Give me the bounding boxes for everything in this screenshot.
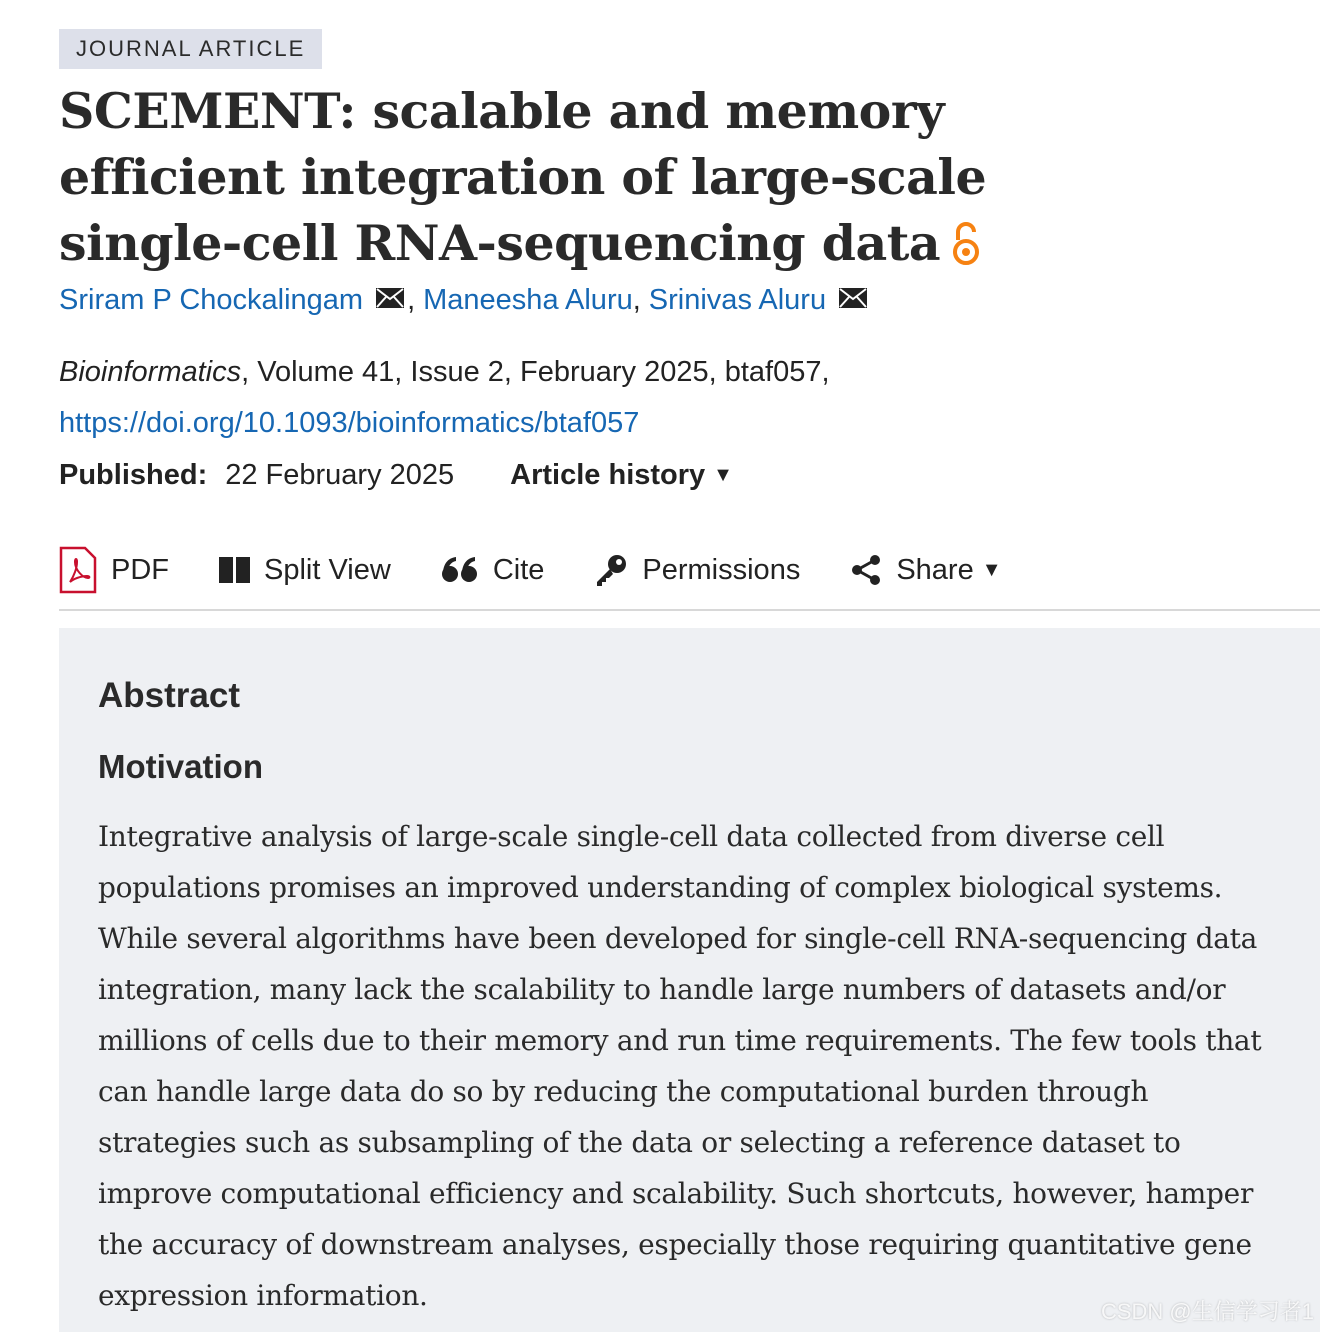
article-title-text: SCEMENT: scalable and memory efficient integration of large-scale single-cell RNA-sequencing data (59, 82, 987, 272)
pdf-icon (59, 546, 97, 594)
abstract-paragraph: Integrative analysis of large-scale single-cell data collected from diverse cell populations promises an improved understanding of complex biological systems. While several algorithms have been developed for single-cell RNA-sequencing data integration, many lack the scalability to handle large numbers of datasets and/or millions of cells due to their memory and run time requirements. The few tools that can handle large data do so by reducing the computational burden through strategies such as subsampling of the data or selecting a reference dataset to improve computational efficiency and scalability. Such shortcuts, however, hamper the accuracy of downstream analyses, especially those requiring quantitative gene expression information. (98, 820, 1262, 1312)
caret-down-icon: ▼ (713, 463, 733, 486)
article-history-label: Article history (510, 458, 706, 491)
doi-link[interactable]: https://doi.org/10.1093/bioinformatics/btaf057 (59, 407, 640, 439)
author-link-3[interactable]: Srinivas Aluru (648, 283, 827, 316)
split-view-label: Split View (264, 553, 391, 586)
caret-down-icon: ▼ (981, 558, 1002, 581)
email-icon[interactable] (375, 284, 405, 317)
cite-label: Cite (492, 553, 545, 586)
abstract-heading: Abstract (98, 676, 240, 715)
journal-name: Bioinformatics (59, 356, 242, 388)
citation-details: , Volume 41, Issue 2, February 2025, btaf057, (241, 356, 830, 388)
split-view-icon (219, 557, 250, 583)
share-icon (850, 554, 882, 586)
article-toolbar (59, 540, 1052, 600)
permissions-label: Permissions (642, 553, 801, 586)
open-access-icon (950, 216, 982, 282)
share-button[interactable] (850, 554, 1001, 587)
permissions-button[interactable] (594, 553, 800, 587)
email-icon[interactable] (838, 284, 868, 317)
cite-button[interactable] (441, 554, 545, 587)
article-type-badge: JOURNAL ARTICLE (59, 29, 322, 69)
pdf-label: PDF (111, 553, 169, 586)
author-list (59, 279, 870, 321)
split-view-button[interactable] (219, 554, 391, 587)
pdf-button[interactable] (59, 546, 169, 594)
author-separator: , (407, 283, 416, 316)
watermark: CSDN @生信学习者1 (1100, 1299, 1314, 1324)
author-link-1[interactable]: Sriram P Chockalingam (59, 283, 364, 316)
publication-row (59, 453, 733, 497)
toolbar-divider (59, 609, 1320, 611)
key-icon (594, 553, 628, 587)
citation-line (59, 351, 830, 393)
motivation-heading: Motivation (98, 748, 263, 785)
author-link-2[interactable]: Maneesha Aluru (423, 283, 633, 316)
quote-icon (441, 556, 479, 584)
article-history-toggle[interactable] (510, 459, 733, 492)
article-title (59, 78, 1179, 282)
published-date: 22 February 2025 (225, 458, 455, 491)
author-separator: , (632, 283, 641, 316)
share-label: Share (896, 553, 974, 586)
published-label: Published: (59, 458, 208, 491)
abstract-section (59, 628, 1320, 1332)
